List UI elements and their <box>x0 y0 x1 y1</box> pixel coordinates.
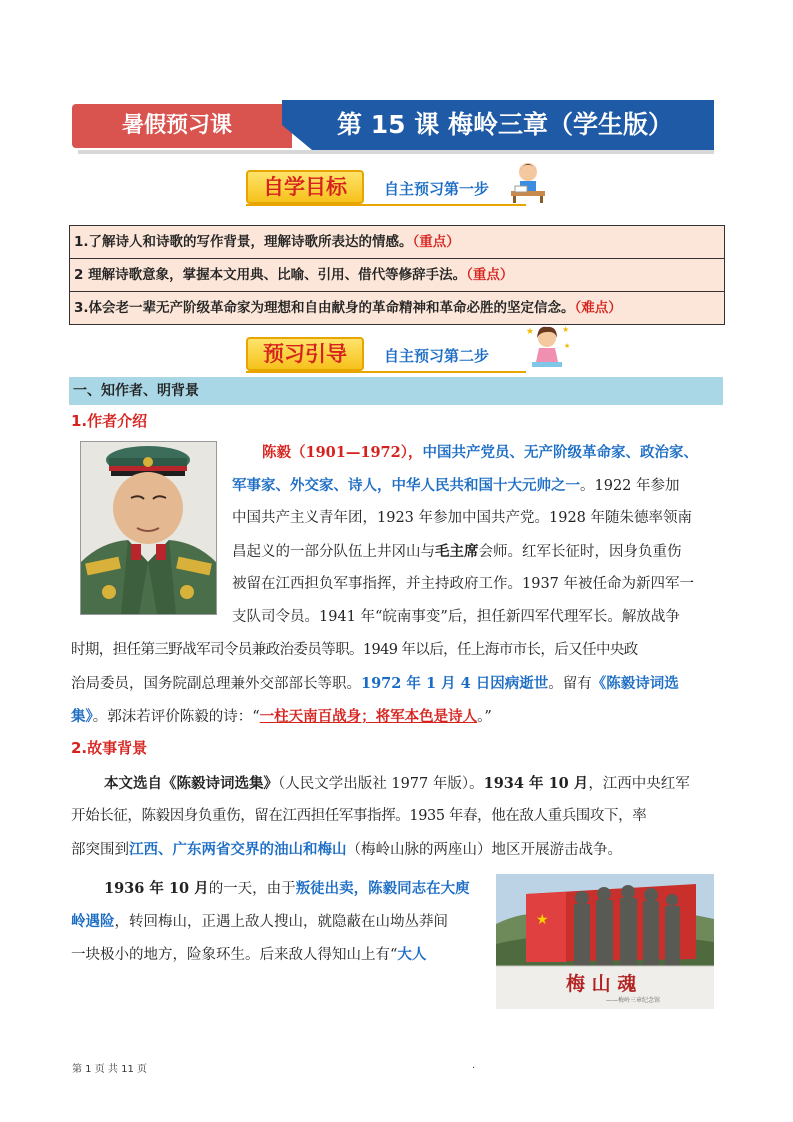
section-underline <box>246 204 526 206</box>
author-line-5: 被留在江西担负军事指挥，并主持政府工作。1937 年被任命为新四军一 <box>232 576 695 592</box>
story-text-bold: 本文选自 <box>104 775 162 792</box>
author-text: 昌起义的一部分队伍上井冈山与 <box>232 544 435 560</box>
author-titles-2: 军事家、外交家、诗人，中华人民共和国十大元帅之一 <box>232 477 580 494</box>
svg-text:★: ★ <box>564 342 571 350</box>
story-line-4 <box>104 872 470 906</box>
story-line-3 <box>71 833 622 867</box>
svg-text:★: ★ <box>536 912 549 928</box>
story-line-2: 开始长征，陈毅因身负重伤，留在江西担任军事指挥。1935 年春，他在敌人重兵围攻下，率 <box>71 808 647 824</box>
goal-text: 3.体会老一辈无产阶级革命家为理想和自由献身的革命精神和革命必胜的坚定信念。 <box>74 300 575 316</box>
learning-goals-table <box>69 225 725 325</box>
author-line-3: 中国共产主义青年团，1923 年参加中国共产党。1928 年随朱德率领南 <box>232 510 693 526</box>
story-text: 的一天，由于 <box>208 881 296 897</box>
lesson-title: 第 15 课 梅岭三章（学生版） <box>337 110 673 139</box>
guo-moruo-quote: 一柱天南百战身；将军本色是诗人 <box>259 708 478 725</box>
story-heading: 2.故事背景 <box>71 739 148 757</box>
author-name: 陈毅（1901—1972）， <box>262 444 423 461</box>
part1-heading-bar: 一、知作者、明背景 <box>69 377 723 405</box>
svg-text:★: ★ <box>562 325 570 334</box>
author-text-bold: 毛主席 <box>435 543 479 560</box>
work-title: 《陈毅诗词选 <box>591 675 679 692</box>
date-bold: 1934 年 10 月 <box>483 775 589 792</box>
monument-subcaption: ——梅岭三章纪念馆 <box>606 997 661 1004</box>
story-text: ，转回梅山，正遇上敌人搜山，就隐蔽在山坳丛莽间 <box>114 914 448 930</box>
author-line-7: 时期，担任第三野战军司令员兼政治委员等职。1949 年以后，任上海市市长，后又任中央政 <box>71 642 638 658</box>
author-line-1 <box>262 436 698 470</box>
author-text: 会师。红军长征时，因身负重伤 <box>478 544 682 560</box>
svg-text:★: ★ <box>526 327 535 337</box>
author-text: 治局委员，国务院副总理兼外交部部长等职。 <box>71 676 361 692</box>
story-text: 部突围到 <box>71 842 129 858</box>
source-book: 《陈毅诗词选集》 <box>162 775 278 792</box>
goal-row-1 <box>70 226 724 259</box>
author-text: 。郭沫若评价陈毅的诗：“ <box>92 709 260 725</box>
story-text: ，江西中央红军 <box>588 776 690 792</box>
author-line-2 <box>232 469 680 503</box>
section-title-preview: 预习引导 <box>263 342 347 366</box>
death-date: 1972 年 1 月 4 日因病逝世 <box>361 675 549 692</box>
author-titles: 中国共产党员、无产阶级革命家、政治家、 <box>422 444 698 461</box>
story-line-5 <box>71 905 448 939</box>
portrait-image <box>81 442 216 614</box>
section-subtitle-step2: 自主预习第二步 <box>384 347 490 365</box>
author-line-9 <box>71 700 492 734</box>
footer-dot: . <box>472 1060 476 1071</box>
location-highlight: 江西、广东两省交界的油山和梅山 <box>129 841 347 858</box>
goal-text: 2 理解诗歌意象，掌握本文用典、比喻、引用、借代等修辞手法。 <box>74 267 467 283</box>
meishan-monument-photo <box>496 874 714 1009</box>
author-text: 。留有 <box>548 676 592 692</box>
story-highlight: 大人 <box>397 946 427 963</box>
author-text: 。” <box>477 709 492 725</box>
goal-row-3 <box>70 292 724 324</box>
student-reading-icon <box>505 158 551 204</box>
goal-text: 1.了解诗人和诗歌的写作背景，理解诗歌所表达的情感。 <box>74 234 413 250</box>
betrayal-highlight: 岭遇险 <box>71 913 115 930</box>
page-number: 第 1 页 共 11 页 <box>72 1064 147 1075</box>
course-type-label: 暑假预习课 <box>121 113 232 138</box>
story-line-6 <box>71 938 426 972</box>
chen-yi-portrait <box>80 441 217 615</box>
author-text: 。1922 年参加 <box>580 478 680 494</box>
story-line-1 <box>104 767 690 801</box>
girl-with-stars-icon <box>522 322 572 372</box>
author-line-6: 支队司令员。1941 年“皖南事变”后，担任新四军代理军长。解放战争 <box>232 609 680 625</box>
section-title-self-study: 自学目标 <box>263 175 347 199</box>
goal-tag: （重点） <box>412 234 460 250</box>
section-subtitle-step1: 自主预习第一步 <box>384 180 490 198</box>
date-bold: 1936 年 10 月 <box>104 880 209 897</box>
monument-caption: 梅 山 魂 <box>566 973 637 995</box>
betrayal-highlight: 叛徒出卖，陈毅同志在大庾 <box>295 880 470 897</box>
story-text: （人民文学出版社 1977 年版）。 <box>278 776 484 792</box>
author-line-4 <box>232 535 682 569</box>
goal-tag: （难点） <box>574 300 622 316</box>
goal-row-2 <box>70 259 724 292</box>
author-heading: 1.作者介绍 <box>71 412 148 430</box>
author-line-8 <box>71 667 679 701</box>
banner-shadow <box>78 150 714 154</box>
work-title: 集》 <box>71 708 93 725</box>
story-text: 一块极小的地方，险象环生。后来敌人得知山上有“ <box>71 947 398 963</box>
goal-tag: （重点） <box>466 267 514 283</box>
story-text: （梅岭山脉的两座山）地区开展游击战争。 <box>346 842 622 858</box>
section-underline <box>246 371 526 373</box>
